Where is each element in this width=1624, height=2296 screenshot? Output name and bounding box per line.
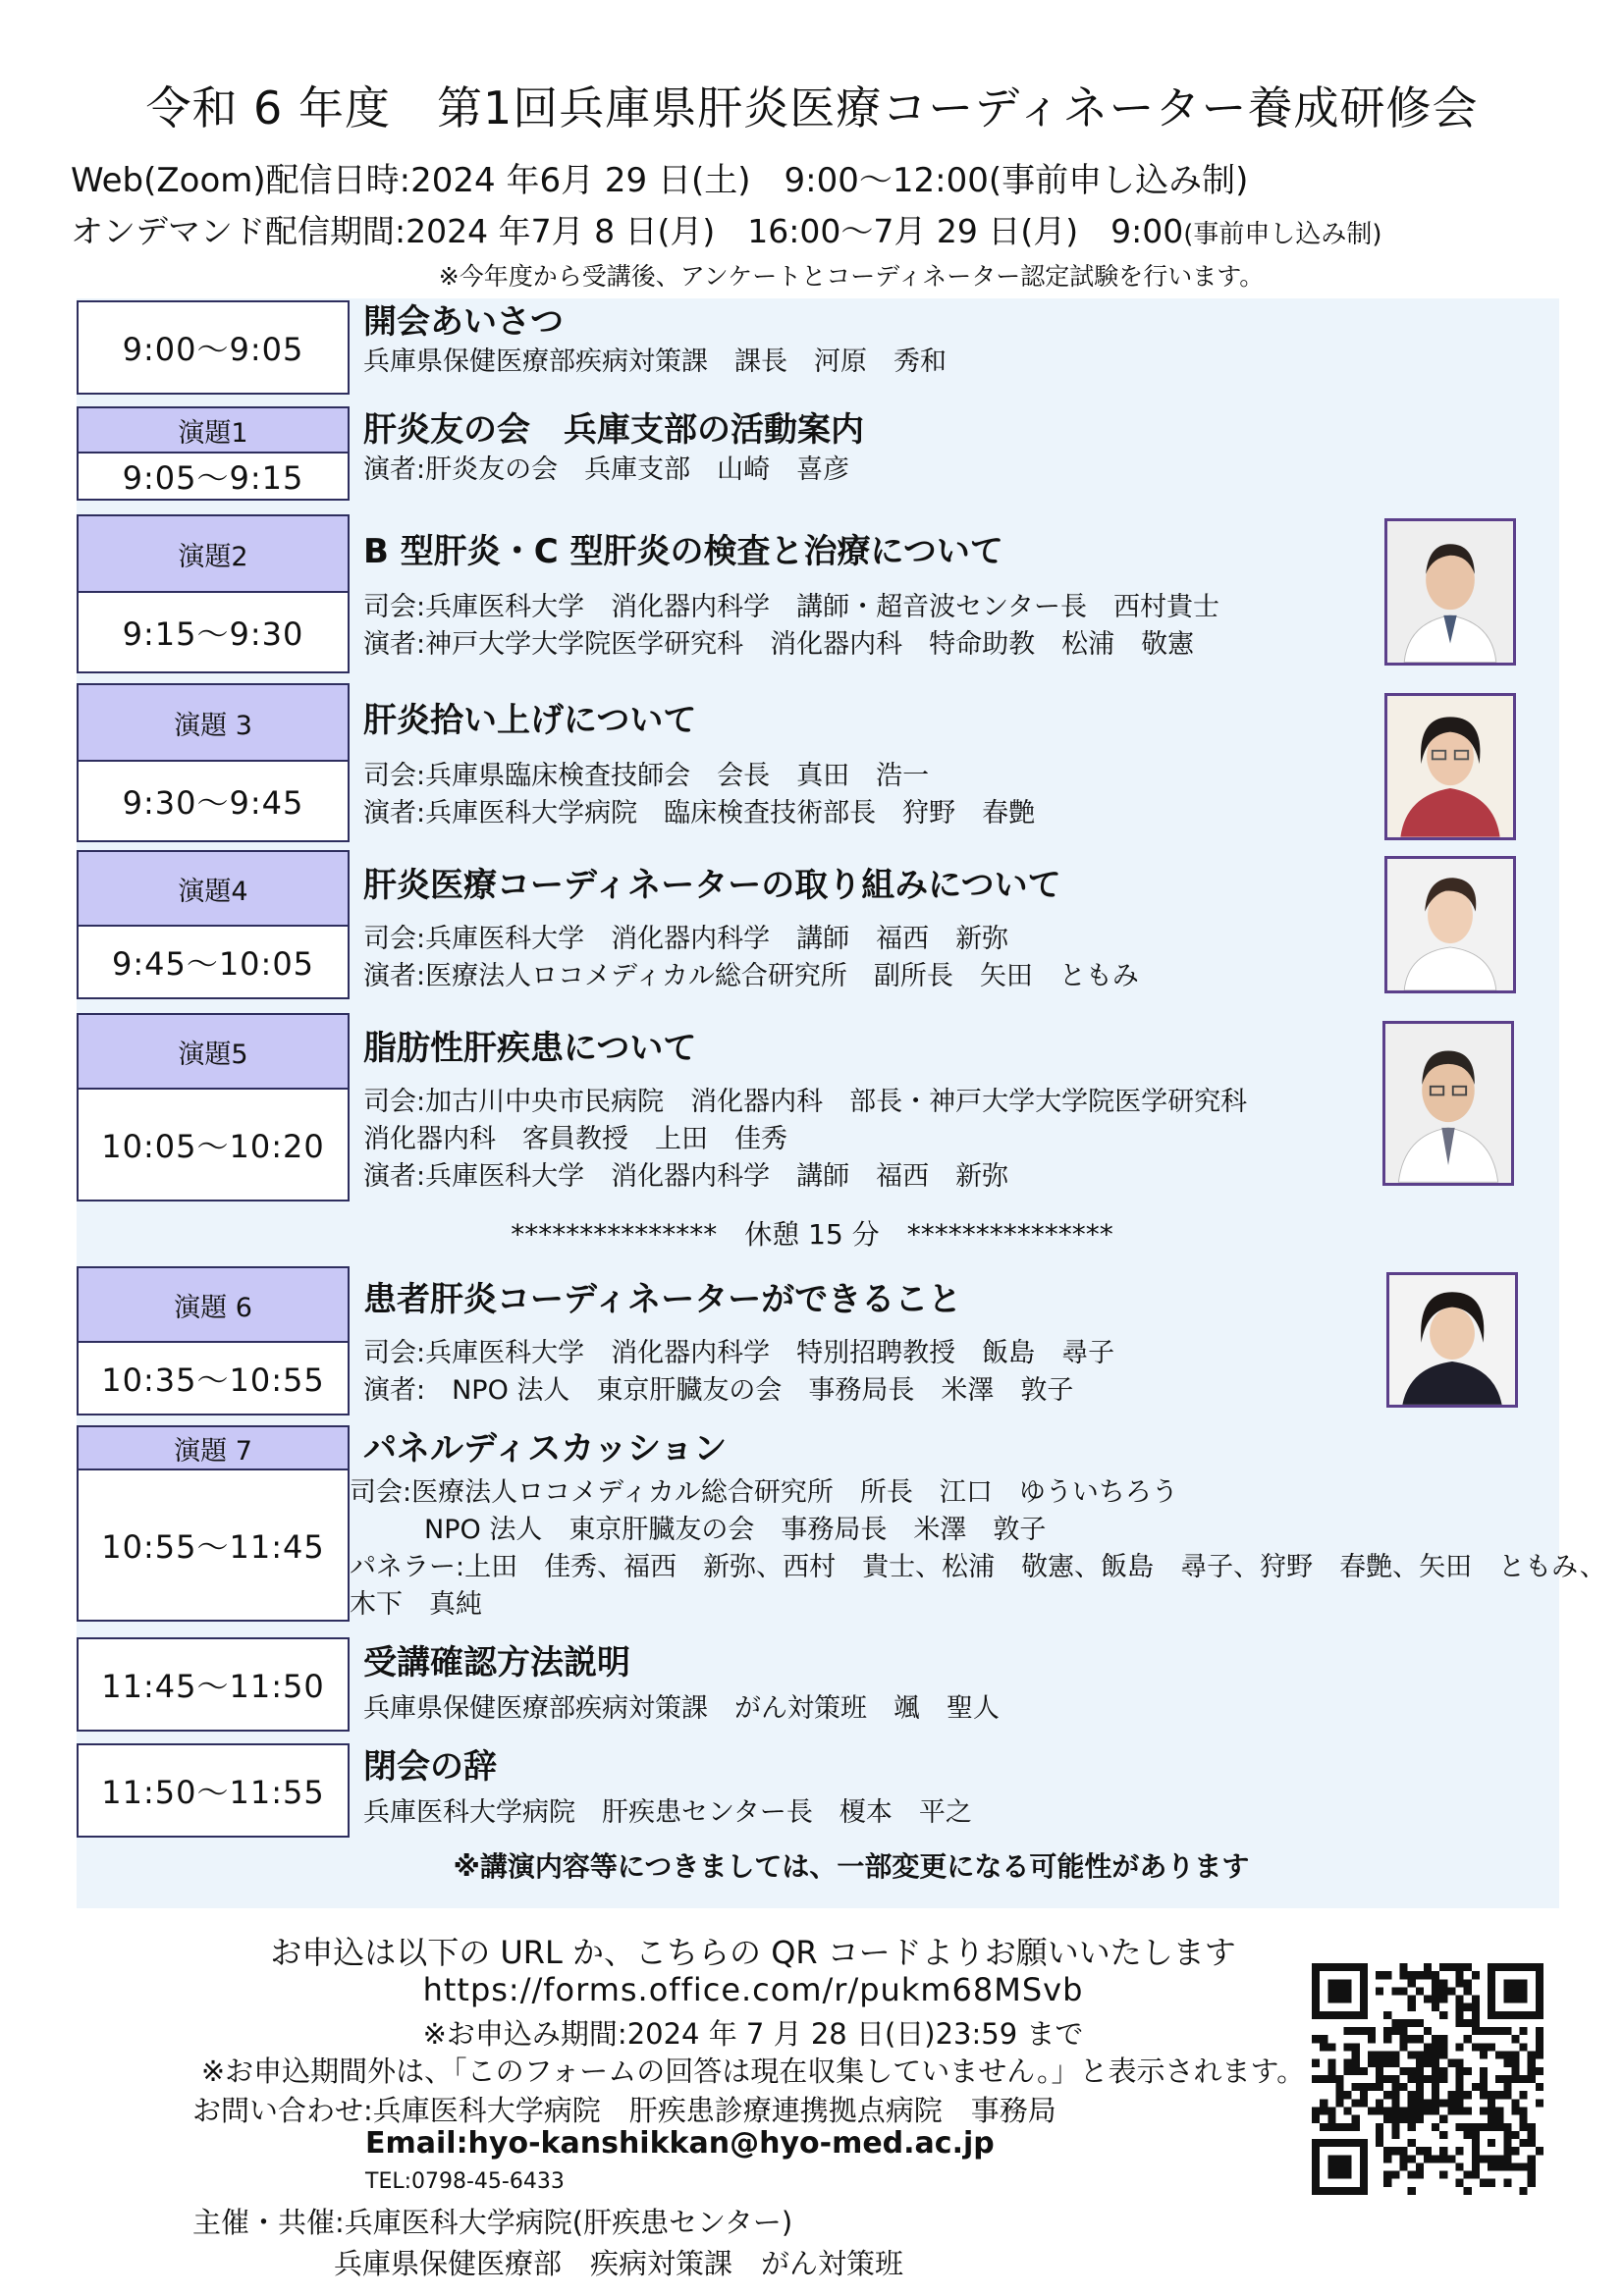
session-line: 司会:兵庫医科大学 消化器内科学 講師・超音波センター長 西村貴士 [363,592,1220,622]
session-title: 肝炎友の会 兵庫支部の活動案内 [363,410,864,450]
session-time: 9:15～9:30 [122,615,304,653]
session-line: 司会:兵庫医科大学 消化器内科学 特別招聘教授 飯島 尋子 [363,1338,1115,1368]
session-time: 9:30～9:45 [122,784,304,822]
contact-line: お問い合わせ:兵庫医科大学病院 肝疾患診療連携拠点病院 事務局 [192,2094,1056,2127]
session-line: NPO 法人 東京肝臓友の会 事務局長 米澤 敦子 [424,1515,1047,1545]
session-8 [363,1641,1000,1728]
session-line: 演者:兵庫医科大学病院 臨床検査技術部長 狩野 春艶 [363,798,1036,828]
contact-email[interactable]: Email:hyo-kanshikkan@hyo-med.ac.jp [365,2126,995,2161]
time-box [77,1743,350,1838]
session-title: 肝炎拾い上げについて [363,701,697,740]
ondemand-period: オンデマンド配信期間:2024 年7月 8 日(月) 16:00～7月 29 日(月) 9:00 [71,212,1184,250]
session-7 [363,1427,727,1470]
session-line: 司会:兵庫医科大学 消化器内科学 講師 福西 新弥 [363,924,1009,954]
web-schedule-line: Web(Zoom)配信日時:2024 年6月 29 日(土) 9:00～12:00(事前申し込み制) [71,161,1249,200]
time-box [77,1266,350,1415]
session-time: 11:45～11:50 [101,1668,325,1705]
session-time: 10:35～10:55 [101,1362,325,1399]
session-line: 演者: NPO 法人 東京肝臓友の会 事務局長 米澤 敦子 [363,1375,1074,1406]
session-line: 兵庫県保健医療部疾病対策課 課長 河原 秀和 [363,347,947,377]
change-notice: ※講演内容等につきましては、一部変更になる可能性があります [453,1850,1250,1883]
session-line: 司会:医療法人ロコメディカル総合研究所 所長 江口 ゆういちろう [350,1477,1178,1508]
session-1 [363,408,864,489]
session-3 [363,699,1035,832]
break-notice: *************** 休憩 15 分 *************** [511,1218,1113,1251]
session-title: 閉会の辞 [363,1747,497,1787]
session-time: 9:05～9:15 [122,459,304,497]
time-box [77,1425,350,1622]
session-5 [363,1027,1247,1196]
session-4 [363,864,1139,995]
session-label: 演題 7 [79,1427,348,1470]
apply-period: ※お申込み期間:2024 年 7 月 28 日(日)23:59 まで [422,2017,1084,2051]
session-line: 消化器内科 客員教授 上田 佳秀 [363,1124,787,1154]
time-box [77,1013,350,1201]
session-line: 司会:加古川中央市民病院 消化器内科 部長・神戸大学大学院医学研究科 [363,1087,1248,1117]
session-6 [363,1278,1114,1410]
session-line: 兵庫県保健医療部疾病対策課 がん対策班 颯 聖人 [363,1693,1000,1724]
speaker-photo-iijima [1386,1272,1518,1408]
session-opening [363,300,947,381]
session-label: 演題1 [79,408,348,454]
session-title: パネルディスカッション [363,1429,728,1468]
session-line: 司会:兵庫県臨床検査技師会 会長 真田 浩一 [363,761,930,791]
session-7-details [350,1474,1606,1624]
session-time: 11:50～11:55 [101,1774,325,1811]
session-label: 演題2 [79,516,348,593]
apply-url[interactable]: https://forms.office.com/r/pukm68MSvb [422,1971,1084,2008]
ondemand-suffix: (事前申し込み制) [1183,220,1382,249]
session-line: パネラー:上田 佳秀、福西 新弥、西村 貴士、松浦 敬憲、飯島 尋子、狩野 春艶、矢田 ともみ、 [350,1552,1606,1582]
session-title: 脂肪性肝疾患について [363,1029,697,1068]
session-label: 演題 6 [79,1268,348,1343]
session-2 [363,530,1219,664]
speaker-photo-yada [1384,856,1516,993]
session-line: 演者:医療法人ロコメディカル総合研究所 副所長 矢田 ともみ [363,961,1139,991]
time-box [77,300,350,395]
contact-tel: TEL:0798-45-6433 [365,2169,565,2194]
session-line: 演者:兵庫医科大学 消化器内科学 講師 福西 新弥 [363,1161,1009,1192]
apply-instructions: お申込は以下の URL か、こちらの QR コードよりお願いいたします [270,1934,1236,1971]
speaker-photo-ueda [1382,1021,1514,1186]
time-box [77,406,350,501]
time-box [77,1637,350,1732]
session-time: 9:00～9:05 [122,331,304,368]
outside-period-note: ※お申込期間外は、「このフォームの回答は現在収集していません。」と表示されます。 [200,2055,1306,2088]
session-title: 開会あいさつ [363,302,564,342]
session-title: B 型肝炎・C 型肝炎の検査と治療について [363,532,1003,571]
ondemand-schedule-line [71,206,1382,252]
page-title: 令和 6 年度 第1回兵庫県肝炎医療コーディネーター養成研修会 [145,81,1479,134]
session-time: 10:05～10:20 [101,1128,325,1165]
session-title: 受講確認方法説明 [363,1643,630,1682]
cohost-line: 兵庫県保健医療部 疾病対策課 がん対策班 [334,2247,904,2280]
session-title: 患者肝炎コーディネーターができること [363,1280,962,1319]
session-line: 演者:神戸大学大学院医学研究科 消化器内科 特命助教 松浦 敬憲 [363,629,1195,660]
session-time: 9:45～10:05 [111,945,315,983]
time-box [77,850,350,999]
session-line: 兵庫医科大学病院 肝疾患センター長 榎本 平之 [363,1797,972,1828]
session-label: 演題5 [79,1015,348,1090]
speaker-photo-matsuura [1384,518,1516,666]
exam-note: ※今年度から受講後、アンケートとコーディネーター認定試験を行います。 [438,262,1265,291]
session-label: 演題 3 [79,685,348,762]
qr-code[interactable] [1312,1963,1543,2195]
time-box [77,683,350,842]
session-time: 10:55～11:45 [101,1528,325,1566]
session-title: 肝炎医療コーディネーターの取り組みについて [363,866,1061,905]
session-line: 演者:肝炎友の会 兵庫支部 山崎 喜彦 [363,454,850,485]
speaker-photo-kano [1384,693,1516,840]
session-9 [363,1745,972,1832]
time-box [77,514,350,673]
session-label: 演題4 [79,852,348,927]
session-line: 木下 真純 [350,1589,482,1620]
host-line: 主催・共催:兵庫医科大学病院(肝疾患センター) [192,2206,793,2239]
